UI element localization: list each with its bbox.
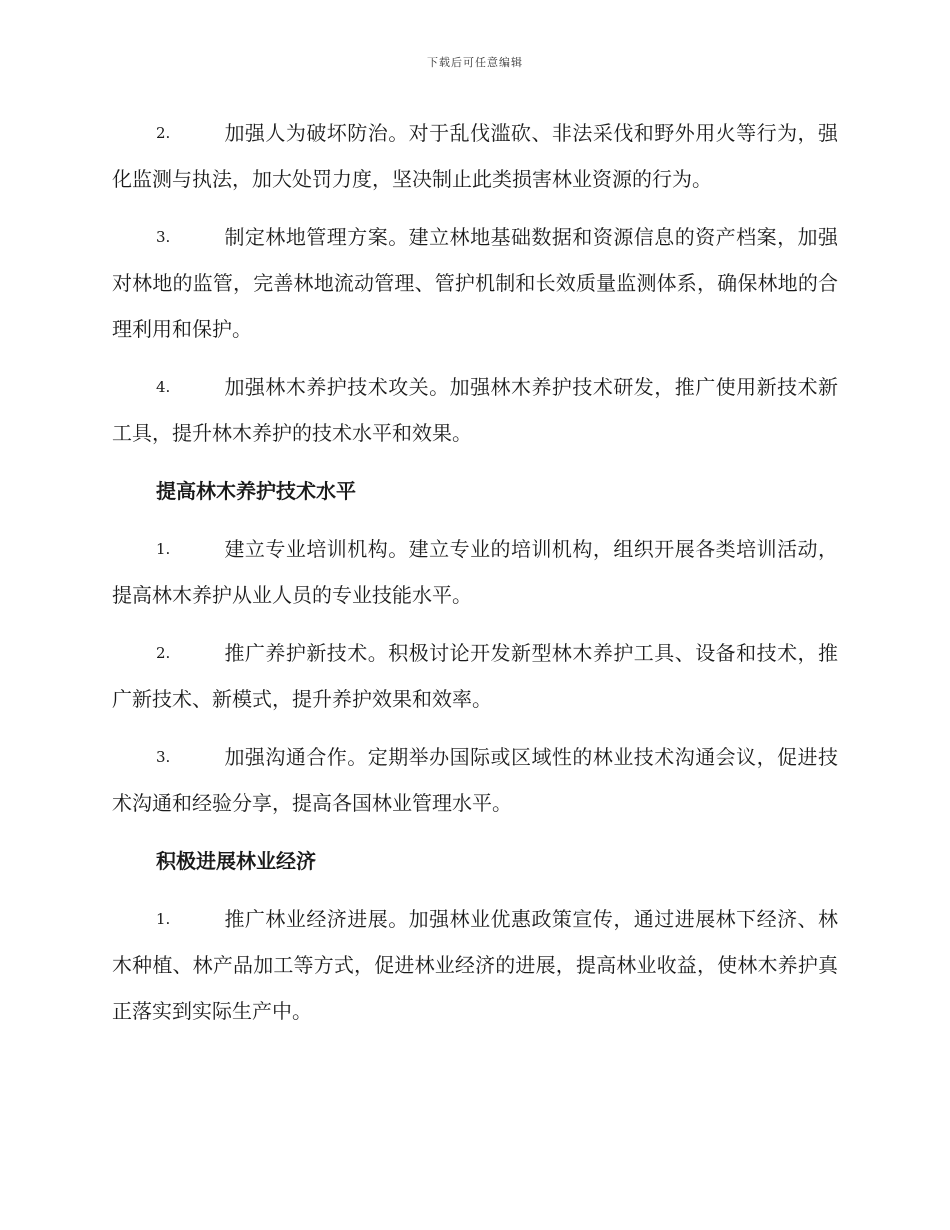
section-heading: 积极进展林业经济 [156, 849, 316, 873]
list-item [112, 734, 838, 826]
list-item-number: 1. [156, 540, 171, 558]
list-item-text: 建立专业培训机构。建立专业的培训机构，组织开展各类培训活动，提高林木养护从业人员的专业技能水平。 [112, 537, 838, 607]
list-item [112, 630, 838, 722]
list-item [112, 110, 838, 202]
list-item-text: 加强沟通合作。定期举办国际或区域性的林业技术沟通会议，促进技术沟通和经验分享，提高各国林业管理水平。 [112, 745, 838, 815]
list-item-text: 推广养护新技术。积极讨论开发新型林木养护工具、设备和技术，推广新技术、新模式，提升养护效果和效率。 [112, 641, 838, 711]
document-body [112, 110, 838, 1046]
section-heading: 提高林木养护技术水平 [156, 479, 356, 503]
list-item-number: 2. [156, 124, 171, 142]
list-item-number: 3. [156, 748, 171, 766]
list-item [112, 896, 838, 1034]
list-item-text: 制定林地管理方案。建立林地基础数据和资源信息的资产档案，加强对林地的监管，完善林地流动管理、管护机制和长效质量监测体系，确保林地的合理利用和保护。 [112, 225, 838, 341]
list-item [112, 364, 838, 456]
list-item-number: 1. [156, 910, 171, 928]
list-item [112, 526, 838, 618]
page-header: 下载后可任意编辑 [427, 56, 523, 69]
list-item [112, 214, 838, 352]
list-item-number: 4. [156, 378, 171, 396]
list-item-text: 加强林木养护技术攻关。加强林木养护技术研发，推广使用新技术新工具，提升林木养护的技术水平和效果。 [112, 375, 838, 445]
list-item-text: 推广林业经济进展。加强林业优惠政策宣传，通过进展林下经济、林木种植、林产品加工等方式，促进林业经济的进展，提高林业收益，使林木养护真正落实到实际生产中。 [112, 907, 838, 1023]
list-item-number: 2. [156, 644, 171, 662]
list-item-text: 加强人为破坏防治。对于乱伐滥砍、非法采伐和野外用火等行为，强化监测与执法，加大处罚力度，坚决制止此类损害林业资源的行为。 [112, 121, 838, 191]
list-item-number: 3. [156, 228, 171, 246]
